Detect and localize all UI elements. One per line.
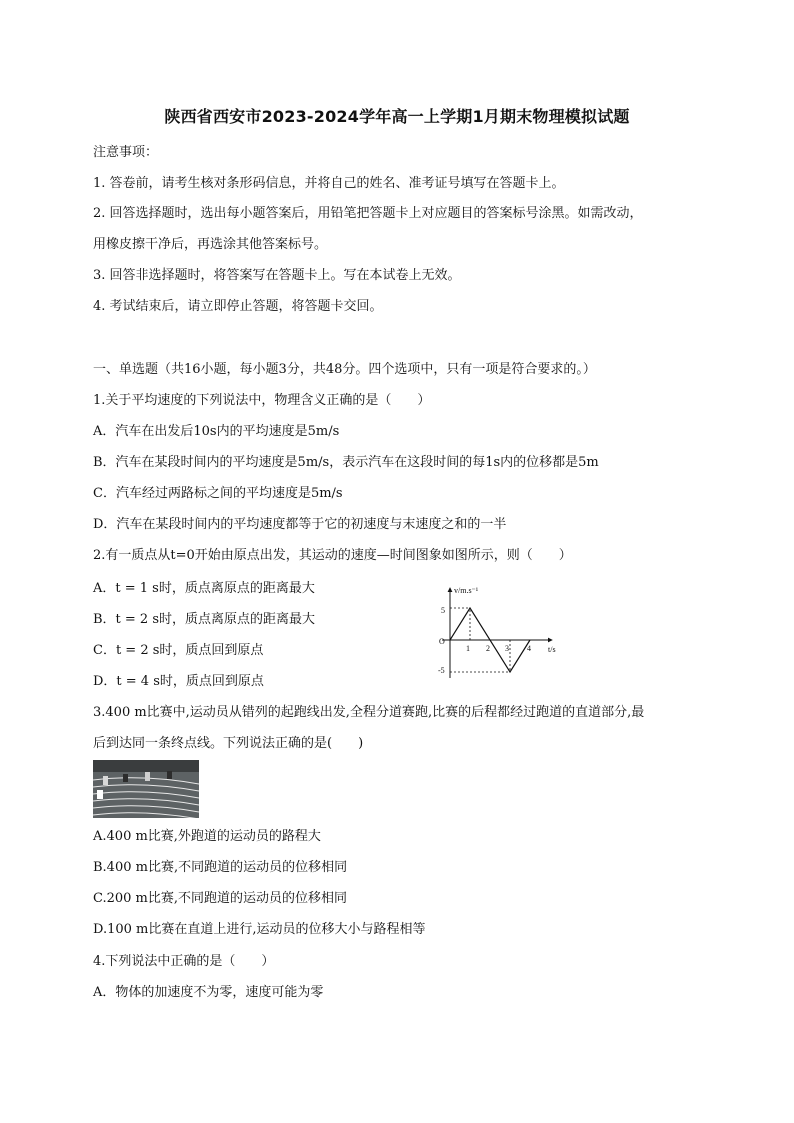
section-heading: 一、单选题（共16小题，每小题3分，共48分。四个选项中，只有一项是符合要求的。） <box>93 362 596 377</box>
question-1-stem: 1.关于平均速度的下列说法中，物理含义正确的是（ ） <box>93 393 431 408</box>
y-tick-label-5: 5 <box>441 606 445 615</box>
notice-item: 3. 回答非选择题时，将答案写在答题卡上。写在本试卷上无效。 <box>93 268 461 283</box>
x-tick-label-2: 2 <box>486 644 490 653</box>
notice-item: 4. 考试结束后，请立即停止答题，将答题卡交回。 <box>93 299 383 314</box>
question-4-stem: 4.下列说法中正确的是（ ） <box>93 954 275 969</box>
question-3-option-a: A.400 m比赛,外跑道的运动员的路程大 <box>93 829 321 844</box>
x-tick-label-3: 3 <box>505 644 509 653</box>
question-3-option-d: D.100 m比赛在直道上进行,运动员的位移大小与路程相等 <box>93 922 426 937</box>
question-2-option-c: C．t = 2 s时，质点回到原点 <box>93 643 264 658</box>
question-3-stem-line2: 后到达同一条终点线。下列说法正确的是( ) <box>93 736 364 751</box>
question-3-option-c: C.200 m比赛,不同跑道的运动员的位移相同 <box>93 891 348 906</box>
running-track-photo <box>93 760 199 818</box>
notice-item: 1. 答卷前，请考生核对条形码信息，并将自己的姓名、准考证号填写在答题卡上。 <box>93 176 565 191</box>
x-tick-label-4: 4 <box>527 644 531 653</box>
question-2-option-d: D．t = 4 s时，质点回到原点 <box>93 674 264 689</box>
question-2-option-a: A．t = 1 s时，质点离原点的距离最大 <box>93 581 315 596</box>
notice-heading: 注意事项： <box>93 145 159 160</box>
question-4-option-a: A．物体的加速度不为零，速度可能为零 <box>93 985 324 1000</box>
velocity-time-graph <box>430 582 570 682</box>
question-1-option-d: D．汽车在某段时间内的平均速度都等于它的初速度与末速度之和的一半 <box>93 517 507 532</box>
question-3-stem-line1: 3.400 m比赛中,运动员从错列的起跑线出发,全程分道赛跑,比赛的后程都经过跑道的直道部分,最 <box>93 705 645 720</box>
origin-label: O <box>439 637 445 646</box>
notice-item: 用橡皮擦干净后，再选涂其他答案标号。 <box>93 237 328 252</box>
question-1-option-a: A．汽车在出发后10s内的平均速度是5m/s <box>93 424 340 439</box>
question-1-option-b: B．汽车在某段时间内的平均速度是5m/s，表示汽车在这段时间的每1s内的位移都是5m <box>93 455 599 470</box>
page-title: 陕西省西安市2023-2024学年高一上学期1月期末物理模拟试题 <box>164 107 630 126</box>
x-axis-label: t/s <box>548 645 556 654</box>
notice-item: 2. 回答选择题时，选出每小题答案后，用铅笔把答题卡上对应题目的答案标号涂黑。如需改动， <box>93 206 643 221</box>
y-axis-label: v/m.s⁻¹ <box>454 586 479 595</box>
question-3-option-b: B.400 m比赛,不同跑道的运动员的位移相同 <box>93 860 348 875</box>
question-1-option-c: C．汽车经过两路标之间的平均速度是5m/s <box>93 486 343 501</box>
question-2-stem: 2.有一质点从t=0开始由原点出发，其运动的速度—时间图象如图所示，则（ ） <box>93 548 572 563</box>
y-tick-label-neg5: -5 <box>438 666 445 675</box>
question-2-option-b: B．t = 2 s时，质点离原点的距离最大 <box>93 612 316 627</box>
x-tick-label-1: 1 <box>466 644 470 653</box>
